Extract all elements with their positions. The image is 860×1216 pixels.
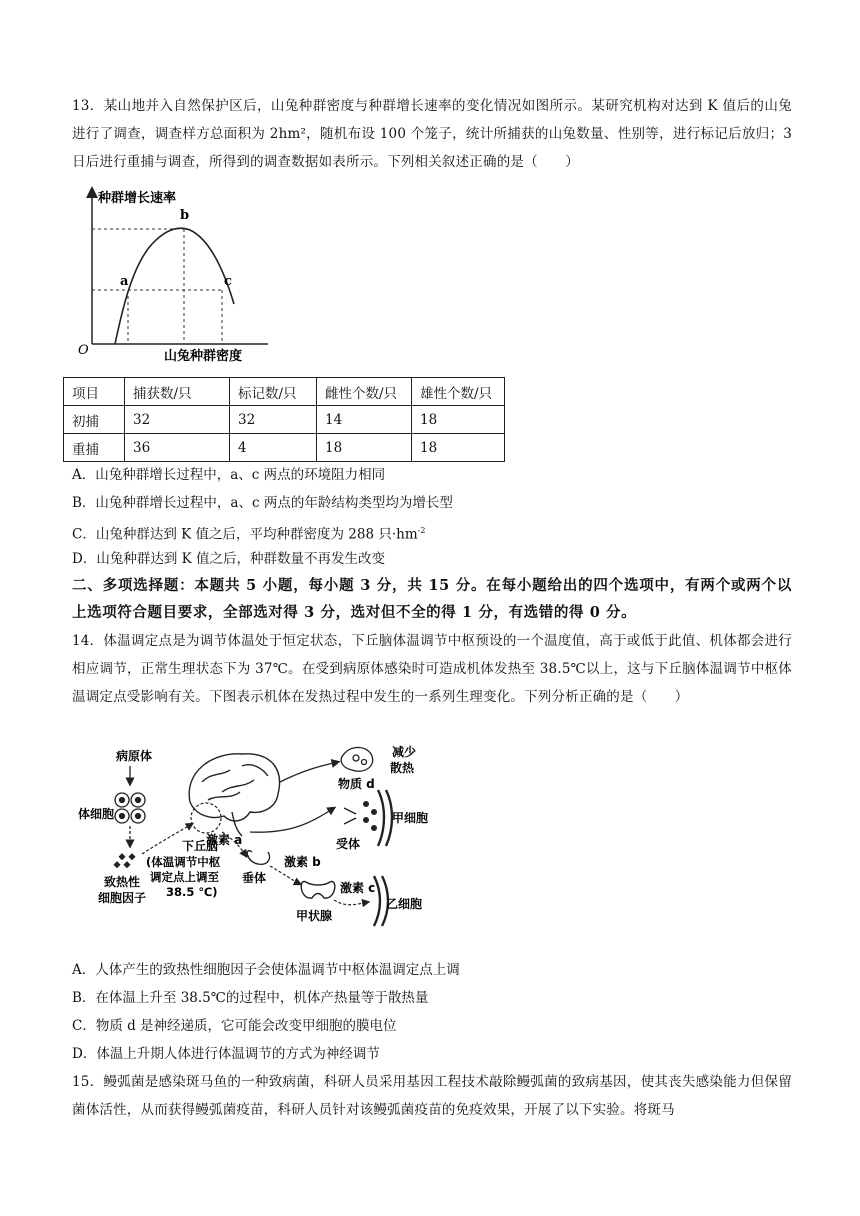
receptor-icon [344,808,356,824]
q14-fever-diagram [72,742,452,932]
hormone-c-label: 激素 c [340,881,376,895]
table-header: 标记数/只 [230,378,317,406]
q13-stem: 13．某山地并入自然保护区后，山兔种群密度与种群增长速率的变化情况如图所示。某研究机构对达到 K 值后的山兔进行了调查，调查样方总面积为 2hm²，随机布设 100 个笼子，统计所捕获的山兔数量、性别等，进行标记后放归；3 日后进行重捕与调查，所得到的调查数据如表所示。下列相关叙述正确的是（ ） [72,98,792,170]
pathogen-label: 病原体 [116,749,153,763]
substance-d-label: 物质 d [338,777,375,791]
table-header: 捕获数/只 [125,378,230,406]
pituitary-label: 垂体 [242,871,267,885]
table-cell: 32 [230,406,317,434]
table-cell: 初捕 [64,406,125,434]
hormone-b-label: 激素 b [284,855,321,869]
thyroid-icon [301,882,335,899]
q13-point-b: b [180,208,190,223]
table-cell: 18 [412,406,505,434]
q13-option-c: C．山兔种群达到 K 值之后，平均种群密度为 288 只$\cdot hm^{-2}$ [72,526,426,543]
reduce-label-1: 减少 [392,745,417,759]
section-2-heading: 二、多项选择题：本题共 5 小题，每小题 3 分，共 15 分。在每小题给出的四个选项中，有两个或两个以上选项符合题目要求，全部选对得 3 分，选对但不全的得 1 分，有选错的得 0 分。 [72,577,792,621]
cell-a-label: 甲细胞 [392,811,429,825]
q14-option-d: D．体温上升期人体进行体温调节的方式为神经调节 [72,1046,380,1062]
table-cell: 32 [125,406,230,434]
table-header: 项目 [64,378,125,406]
table-cell: 4 [230,434,317,462]
table-header: 雌性个数/只 [317,378,412,406]
brain-icon [189,754,279,836]
q15-stem: 15．鳗弧菌是感染斑马鱼的一种致病菌，科研人员采用基因工程技术敲除鳗弧菌的致病基因，使其丧失感染能力但保留菌体活性，从而获得鳗弧菌疫苗，科研人员针对该鳗弧菌疫苗的免疫效果，开展了以下实验。将斑马 [72,1074,792,1118]
q13-point-c: c [224,274,232,289]
q13-growth-rate-graph [72,186,282,366]
table-cell: 14 [317,406,412,434]
table-cell: 36 [125,434,230,462]
pituitary-icon [247,851,269,865]
q14-option-a: A．人体产生的致热性细胞因子会使体温调节中枢体温调定点上调 [72,962,460,978]
substance-d-icon [363,801,377,831]
q13-x-label: 山兔种群密度 [164,349,243,364]
hormone-a-label: 激素 a [206,833,243,847]
pyrogen-icon [113,853,135,868]
table-row [64,406,505,434]
cell-a-membrane-icon [378,790,392,846]
q13-growth-curve [115,228,234,344]
q14-stem: 14．体温调定点是为调节体温处于恒定状态，下丘脑体温调节中枢预设的一个温度值，高于或低于此值、机体都会进行相应调节，正常生理状态下为 37℃。在受到病原体感染时可造成机体发热至 38.5℃以上，这与下丘脑体温调节中枢体温调定点受影响有关。下图表示机体在发热过程中发生的一系列生理变化。下列分析正确的是（ ） [72,633,792,705]
table-cell: 重捕 [64,434,125,462]
q13-option-d: D．山兔种群达到 K 值之后，种群数量不再发生改变 [72,551,385,567]
q13-option-a: A．山兔种群增长过程中，a、c 两点的环境阻力相同 [72,467,386,483]
pyrogen-label-2: 细胞因子 [98,891,147,905]
hypothalamus-note-3: 38.5 ℃) [166,885,218,899]
hypothalamus-note-1: (体温调节中枢 [146,855,221,869]
hypothalamus-note-2: 调定点上调至 [150,870,219,884]
table-cell: 18 [412,434,505,462]
q13-y-label: 种群增长速率 [98,191,177,206]
reduce-label-2: 散热 [390,761,415,775]
q13-point-a: a [120,274,129,289]
table-header: 雄性个数/只 [412,378,505,406]
body-cell-icon [115,793,145,823]
receptor-label: 受体 [336,837,361,851]
q13-data-table [63,377,505,462]
table-header-row [64,378,505,406]
q13-origin: O [78,343,89,358]
q13-option-b: B．山兔种群增长过程中，a、c 两点的年龄结构类型均为增长型 [72,495,453,511]
table-row [64,434,505,462]
table-cell: 18 [317,434,412,462]
hypothalamus-label: 下丘脑 [182,839,219,853]
q14-option-b: B．在体温上升至 38.5℃的过程中，机体产热量等于散热量 [72,990,429,1006]
body-cell-label: 体细胞 [78,807,115,821]
cell-b-label: 乙细胞 [386,897,423,911]
blood-vessel-icon [341,747,373,771]
thyroid-label: 甲状腺 [296,909,333,923]
q14-option-c: C．物质 d 是神经递质，它可能会改变甲细胞的膜电位 [72,1018,397,1034]
pyrogen-label-1: 致热性 [104,875,141,889]
